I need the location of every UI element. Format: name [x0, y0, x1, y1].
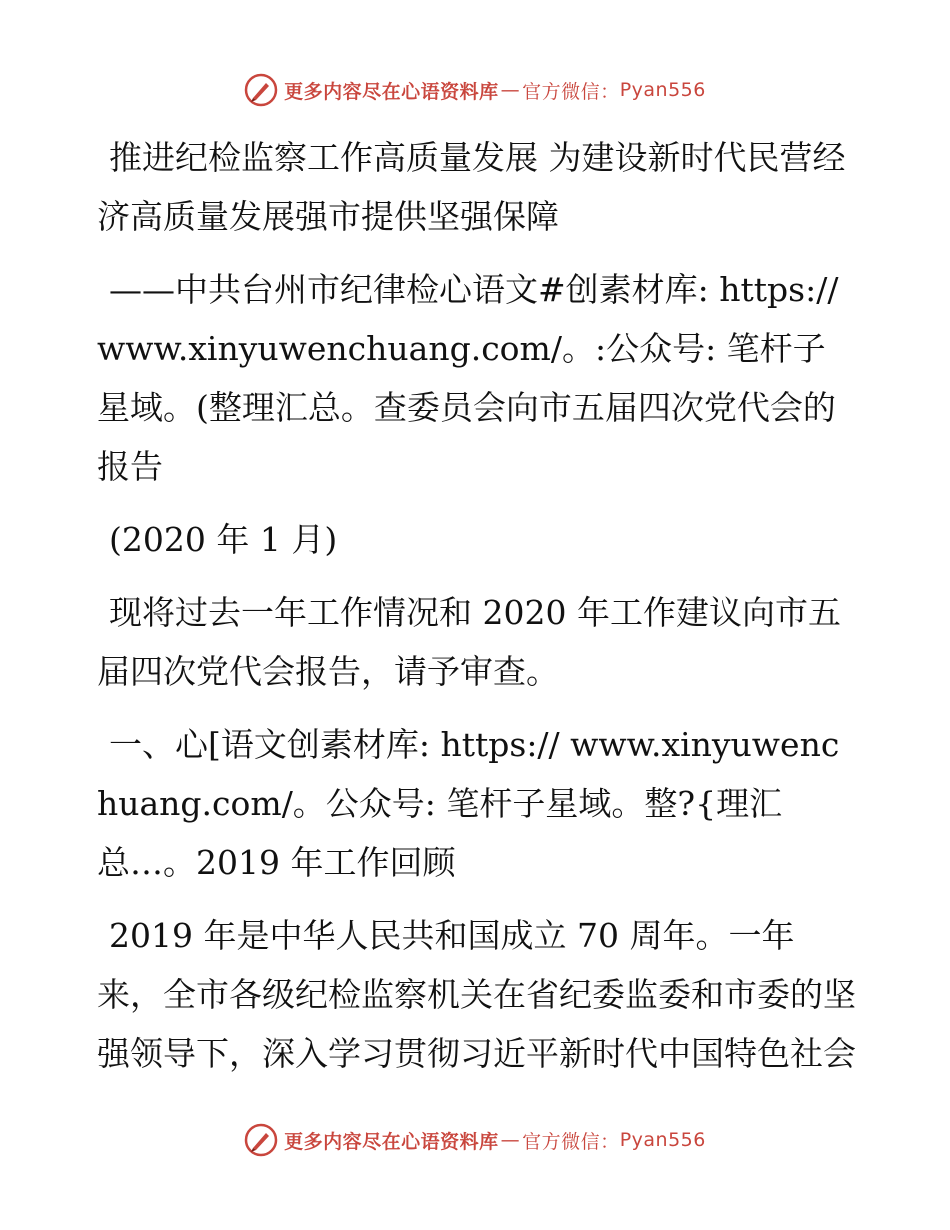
banner-wechat-label: 官方微信： — [522, 1130, 620, 1153]
document-title: 推进纪检监察工作高质量发展 为建设新时代民营经济高质量发展强市提供坚强保障 — [97, 138, 846, 236]
banner-wechat-id: Pyan556 — [619, 79, 706, 101]
section-heading: 一、心[语文创素材库: https:// www.xinyuwenchuang.com/。公众号: 笔杆子星域。整?{理汇总…。2019 年工作回顾 — [97, 725, 840, 882]
banner-brand: 更多内容尽在心语资料库 — [284, 1130, 499, 1153]
header-banner — [0, 70, 950, 110]
pen-logo-icon — [244, 1123, 278, 1157]
banner-brand: 更多内容尽在心语资料库 — [284, 80, 499, 103]
banner-wechat-label: 官方微信： — [522, 80, 620, 103]
banner-separator: — — [500, 79, 521, 101]
paragraph: 现将过去一年工作情况和 2020 年工作建议向市五届四次党代会报告，请予审查。 — [97, 593, 841, 691]
document-subtitle: ——中共台州市纪律检心语文#创素材库: https://www.xinyuwenchuang.com/。:公众号: 笔杆子星域。(整理汇总。查委员会向市五届四次党代会的报告 — [97, 270, 839, 486]
paragraph: 2019 年是中华人民共和国成立 70 周年。一年来，全市各级纪检监察机关在省纪委监委和市委的坚强领导下，深入学习贯彻习近平新时代中国特色社会 — [97, 916, 856, 1073]
document-date: (2020 年 1 月) — [109, 520, 338, 559]
banner-wechat-id: Pyan556 — [619, 1129, 706, 1151]
document-body — [97, 128, 857, 1097]
banner-separator: — — [500, 1129, 521, 1151]
pen-logo-icon — [244, 73, 278, 107]
footer-banner — [0, 1120, 950, 1160]
